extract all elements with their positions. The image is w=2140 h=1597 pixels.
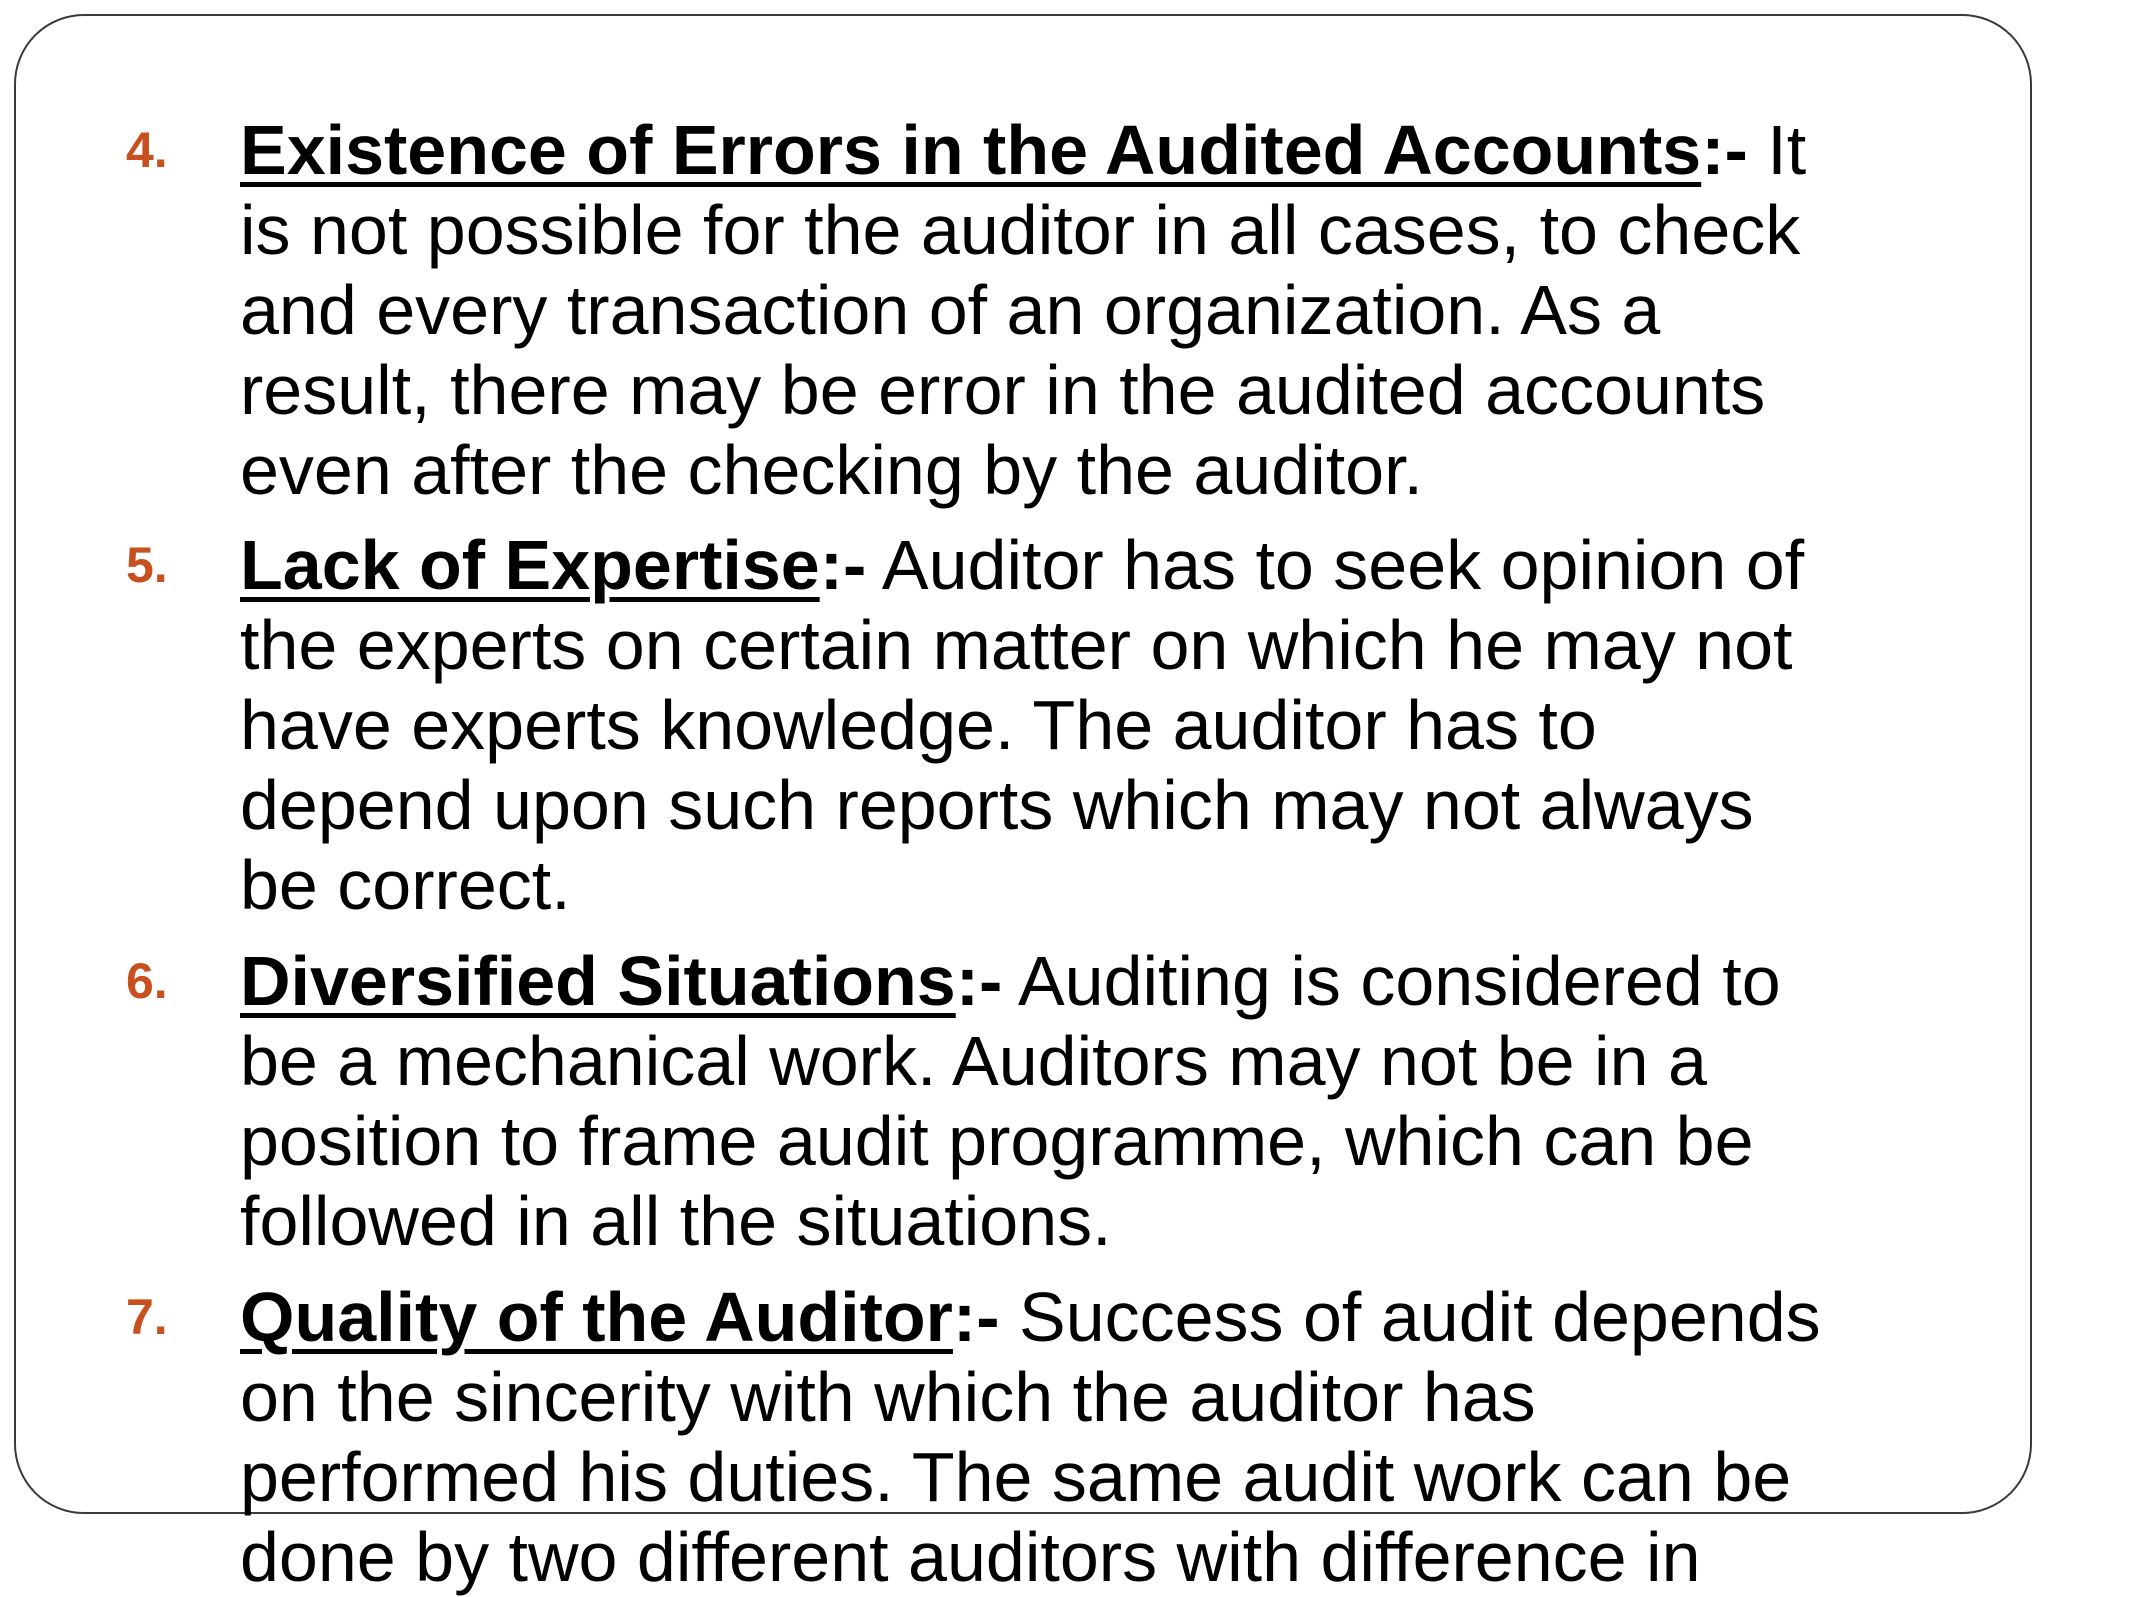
list-item-number: 6.: [126, 953, 168, 1009]
first-line-text: Success of audit depends: [1019, 1278, 1821, 1356]
first-line-text: It: [1767, 111, 1807, 189]
list-item-heading: Quality of the Auditor: [240, 1278, 953, 1356]
body-line: performed his duties. The same audit work can be: [240, 1438, 1792, 1516]
list-item-text: [240, 1277, 2140, 1597]
heading-separator: :-: [819, 526, 867, 604]
list-item-first-line: [240, 1277, 2140, 1357]
first-line-text: Auditing is considered to: [1017, 942, 1781, 1020]
list-item-text: [240, 941, 2140, 1261]
list-item-text: [240, 110, 2140, 510]
body-line: is not possible for the auditor in all cases, to check: [240, 191, 1801, 269]
body-line: done by two different auditors with difference in: [240, 1518, 1701, 1596]
slide-content: [16, 16, 2030, 1596]
heading-separator: :-: [955, 942, 1003, 1020]
first-line-text: Auditor has to seek opinion of: [881, 526, 1805, 604]
body-line: have experts knowledge. The auditor has to: [240, 686, 1597, 764]
list-item-heading: Diversified Situations: [240, 942, 956, 1020]
list-item-first-line: [240, 525, 2140, 605]
list-item-text: [240, 525, 2140, 925]
list-item-heading: Lack of Expertise: [240, 526, 820, 604]
slide-frame: [14, 14, 2032, 1596]
list-item-number: 4.: [126, 122, 168, 178]
body-line: be correct.: [240, 846, 571, 924]
heading-separator: :-: [952, 1278, 1000, 1356]
body-line: even after the checking by the auditor.: [240, 431, 1423, 509]
body-line: the experts on certain matter on which he may not: [240, 606, 1793, 684]
list-item-number: 7.: [126, 1289, 168, 1345]
list-item-heading: Existence of Errors in the Audited Accounts: [240, 111, 1702, 189]
heading-separator: :-: [1701, 111, 1748, 189]
body-line: be a mechanical work. Auditors may not be in a: [240, 1022, 1707, 1100]
body-line: and every transaction of an organization. As a: [240, 271, 1661, 349]
body-line: on the sincerity with which the auditor has: [240, 1358, 1536, 1436]
body-line: position to frame audit programme, which can be: [240, 1102, 1754, 1180]
body-line: depend upon such reports which may not always: [240, 766, 1754, 844]
list-item-first-line: [240, 110, 2140, 190]
list-item-first-line: [240, 941, 2140, 1021]
body-line: result, there may be error in the audited accounts: [240, 351, 1766, 429]
list-item-number: 5.: [126, 537, 168, 593]
body-line: followed in all the situations.: [240, 1182, 1112, 1260]
